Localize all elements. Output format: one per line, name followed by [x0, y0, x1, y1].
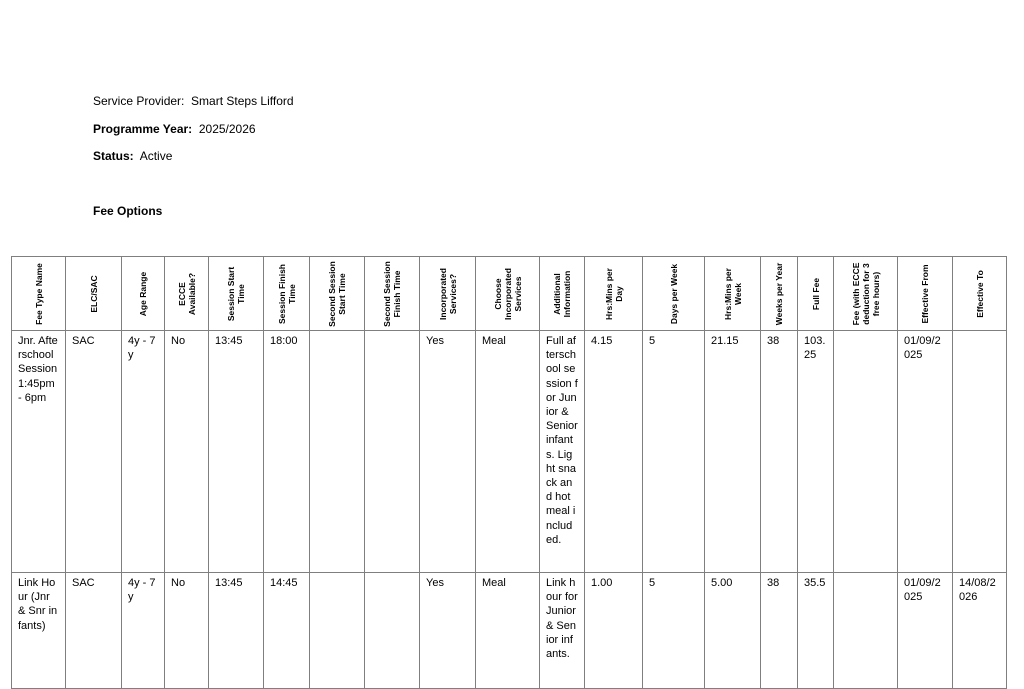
cell-elc-sac: SAC: [66, 331, 122, 573]
col-header-second-start: [310, 257, 365, 331]
cell-hrs-per-day: 4.15: [585, 331, 643, 573]
service-provider-label: Service Provider:: [93, 94, 185, 108]
cell-session-finish: 14:45: [264, 573, 310, 689]
col-header-label: Effective To: [974, 269, 985, 318]
cell-weeks-per-year: 38: [761, 573, 798, 689]
col-header-choose-services: [476, 257, 540, 331]
cell-incorporated: Yes: [420, 573, 476, 689]
col-header-label: Age Range: [138, 271, 148, 316]
cell-second-start: [310, 331, 365, 573]
cell-session-start: 13:45: [209, 573, 264, 689]
cell-full-fee: 35.5: [798, 573, 834, 689]
col-header-weeks-per-year: [761, 257, 798, 331]
cell-age-range: 4y - 7y: [122, 331, 165, 573]
cell-second-finish: [365, 573, 420, 689]
col-header-age-range: [122, 257, 165, 331]
cell-additional-info: Link hour for Junior & Senior infants.: [540, 573, 585, 689]
cell-age-range: 4y - 7y: [122, 573, 165, 689]
cell-session-finish: 18:00: [264, 331, 310, 573]
cell-ecce-available: No: [165, 573, 209, 689]
col-header-label: Hrs:Mins per Day: [603, 267, 624, 320]
col-header-ecce-available: [165, 257, 209, 331]
col-header-incorporated: [420, 257, 476, 331]
table-header-row: [12, 257, 1007, 331]
cell-second-finish: [365, 331, 420, 573]
col-header-label: ECCE Available?: [176, 272, 197, 315]
col-header-session-start: [209, 257, 264, 331]
col-header-label: Choose Incorporated Services: [492, 267, 523, 320]
col-header-session-finish: [264, 257, 310, 331]
programme-year-line: [93, 122, 256, 136]
col-header-fee-type-name: [12, 257, 66, 331]
col-header-label: Second Session Finish Time: [382, 260, 402, 327]
table-row: [12, 331, 1007, 573]
cell-session-start: 13:45: [209, 331, 264, 573]
cell-days-per-week: 5: [643, 331, 705, 573]
cell-days-per-week: 5: [643, 573, 705, 689]
cell-ecce-available: No: [165, 331, 209, 573]
col-header-fee-ecce: [834, 257, 898, 331]
status-label: Status:: [93, 149, 134, 163]
cell-effective-from: 01/09/2025: [898, 331, 953, 573]
cell-hrs-per-day: 1.00: [585, 573, 643, 689]
cell-fee-type-name: Link Hour (Jnr & Snr infants): [12, 573, 66, 689]
cell-choose-services: Meal: [476, 573, 540, 689]
service-provider-value: Smart Steps Lifford: [191, 94, 294, 108]
col-header-label: Full Fee: [810, 277, 821, 310]
col-header-label: Days per Week: [668, 263, 679, 324]
col-header-hrs-per-week: [705, 257, 761, 331]
col-header-label: Incorporated Services?: [437, 267, 458, 320]
col-header-effective-to: [953, 257, 1007, 331]
col-header-second-finish: [365, 257, 420, 331]
col-header-label: Weeks per Year: [774, 262, 784, 325]
cell-fee-ecce: [834, 331, 898, 573]
cell-fee-ecce: [834, 573, 898, 689]
col-header-label: Hrs:Mins per Week: [722, 267, 743, 320]
programme-year-value: 2025/2026: [198, 122, 256, 136]
col-header-additional-info: [540, 257, 585, 331]
col-header-effective-from: [898, 257, 953, 331]
cell-weeks-per-year: 38: [761, 331, 798, 573]
cell-incorporated: Yes: [420, 331, 476, 573]
cell-second-start: [310, 573, 365, 689]
cell-effective-to: [953, 331, 1007, 573]
cell-choose-services: Meal: [476, 331, 540, 573]
col-header-label: Session Start Time: [226, 266, 246, 321]
col-header-elc-sac: [66, 257, 122, 331]
cell-additional-info: Full afterschool session for Junior & Senior infants. Light snack and hot meal included.: [540, 331, 585, 573]
col-header-label: Session Finish Time: [276, 263, 297, 324]
cell-hrs-per-week: 5.00: [705, 573, 761, 689]
col-header-label: Fee (with ECCE deduction for 3 free hours): [850, 262, 881, 325]
fee-options-table: [11, 256, 1007, 689]
status-value: Active: [139, 149, 173, 163]
col-header-hrs-per-day: [585, 257, 643, 331]
cell-effective-to: 14/08/2026: [953, 573, 1007, 689]
col-header-days-per-week: [643, 257, 705, 331]
col-header-label: Fee Type Name: [33, 262, 44, 325]
cell-elc-sac: SAC: [66, 573, 122, 689]
programme-year-label: Programme Year:: [93, 122, 193, 136]
table-row: [12, 573, 1007, 689]
col-header-label: Additional Information: [552, 270, 572, 317]
status-line: [93, 149, 172, 163]
cell-fee-type-name: Jnr. Afterschool Session 1:45pm - 6pm: [12, 331, 66, 573]
cell-hrs-per-week: 21.15: [705, 331, 761, 573]
col-header-label: Effective From: [920, 263, 930, 324]
cell-full-fee: 103.25: [798, 331, 834, 573]
col-header-label: Second Session Start Time: [327, 260, 347, 327]
fee-options-heading: Fee Options: [93, 204, 163, 218]
service-provider-line: [93, 94, 294, 108]
col-header-label: ELC/SAC: [88, 274, 99, 313]
col-header-full-fee: [798, 257, 834, 331]
cell-effective-from: 01/09/2025: [898, 573, 953, 689]
